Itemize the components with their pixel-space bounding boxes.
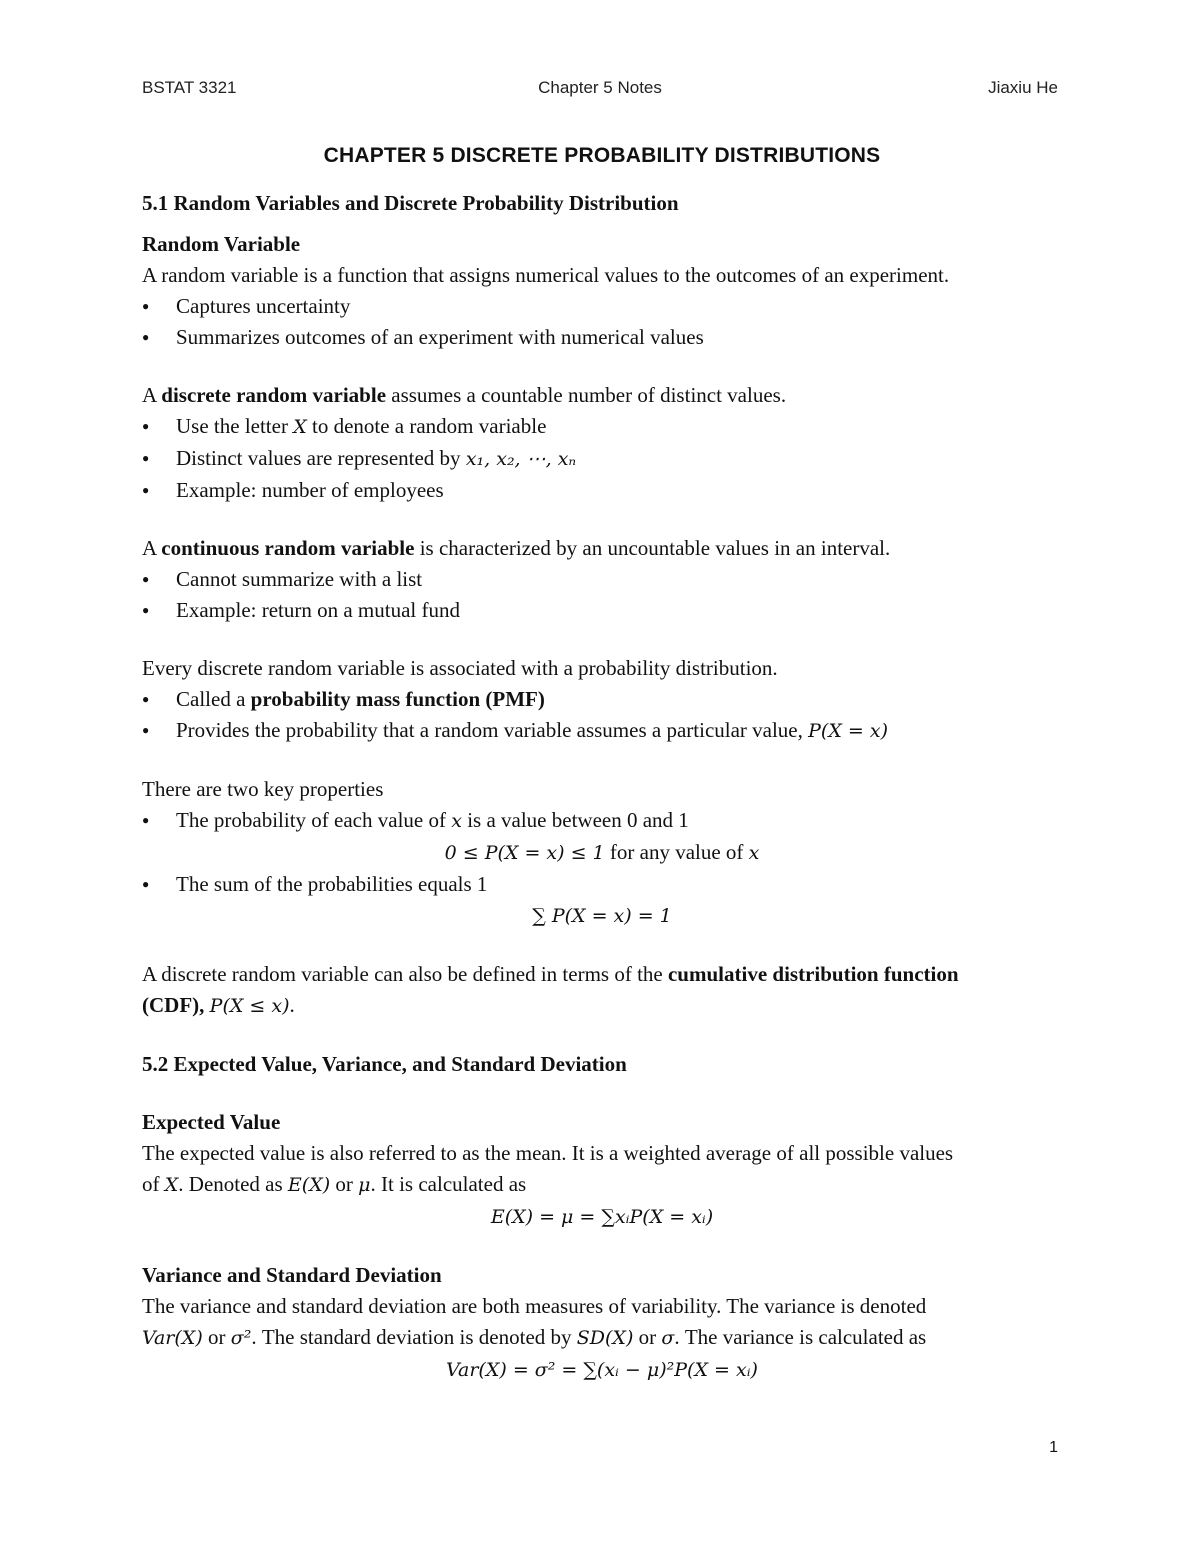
properties-list — [142, 805, 1062, 837]
equation-sum-probabilities: ∑ P(X = x) = 1 — [532, 905, 672, 927]
list-item: ● Summarizes outcomes of an experiment with numerical values — [142, 322, 1062, 353]
list-item: ● Cannot summarize with a list — [142, 564, 1062, 595]
page-content — [142, 140, 1062, 1386]
list-item: ● Captures uncertainty — [142, 291, 1062, 322]
continuous-rv-list — [142, 564, 1062, 626]
section-5-2-heading: 5.2 Expected Value, Variance, and Standard Deviation — [142, 1052, 627, 1076]
continuous-rv-definition: A continuous random variable is characterized by an uncountable values in an interval. — [142, 536, 891, 560]
pmf-list — [142, 684, 1062, 747]
variance-heading: Variance and Standard Deviation — [142, 1263, 442, 1287]
expected-value-text: The expected value is also referred to as the mean. It is a weighted average of all possible values of X. Denoted as E(X) or μ. It is calculated as — [142, 1141, 954, 1196]
section-5-1-heading: 5.1 Random Variables and Discrete Probability Distribution — [142, 191, 679, 215]
list-item: ● Provides the probability that a random variable assumes a particular value, P(X = x) — [142, 715, 1062, 747]
random-variable-heading: Random Variable — [142, 232, 301, 256]
discrete-rv-list — [142, 411, 1062, 506]
list-item: ● Use the letter X to denote a random variable — [142, 411, 1062, 443]
header-author: Jiaxiu He — [988, 78, 1058, 97]
random-variable-list — [142, 291, 1062, 353]
key-properties-text: There are two key properties — [142, 777, 384, 801]
equation-variance: Var(X) = σ² = ∑(xᵢ − μ)²P(X = xᵢ) — [446, 1359, 758, 1381]
header-title: Chapter 5 Notes — [538, 78, 662, 97]
page-number: 1 — [1049, 1439, 1058, 1456]
header-course: BSTAT 3321 — [142, 78, 237, 97]
list-item: ● Example: return on a mutual fund — [142, 595, 1062, 626]
list-item: ● Example: number of employees — [142, 475, 1062, 506]
discrete-rv-definition: A discrete random variable assumes a countable number of distinct values. — [142, 383, 787, 407]
equation-probability-bounds: 0 ≤ P(X = x) ≤ 1 for any value of x — [444, 840, 760, 864]
list-item: ● The probability of each value of x is a value between 0 and 1 — [142, 805, 1062, 837]
expected-value-heading: Expected Value — [142, 1110, 281, 1134]
probability-distribution-text: Every discrete random variable is associated with a probability distribution. — [142, 656, 778, 680]
random-variable-definition: A random variable is a function that assigns numerical values to the outcomes of an experiment. — [142, 263, 950, 287]
cdf-text: A discrete random variable can also be defined in terms of the cumulative distribution function (CDF), P(X ≤ x). — [142, 962, 959, 1017]
equation-expected-value: E(X) = μ = ∑xᵢP(X = xᵢ) — [490, 1206, 714, 1228]
properties-list-2 — [142, 869, 1062, 900]
list-item: ● Called a probability mass function (PMF) — [142, 684, 1062, 715]
variance-text: The variance and standard deviation are both measures of variability. The variance is denoted Var(X) or σ². The standard deviation is denoted by SD(X) or σ. The variance is calculated as — [142, 1294, 927, 1349]
list-item: ● The sum of the probabilities equals 1 — [142, 869, 1062, 900]
list-item: ● Distinct values are represented by x₁, x₂, ⋯, xₙ — [142, 443, 1062, 475]
chapter-title: CHAPTER 5 DISCRETE PROBABILITY DISTRIBUTIONS — [323, 144, 881, 167]
